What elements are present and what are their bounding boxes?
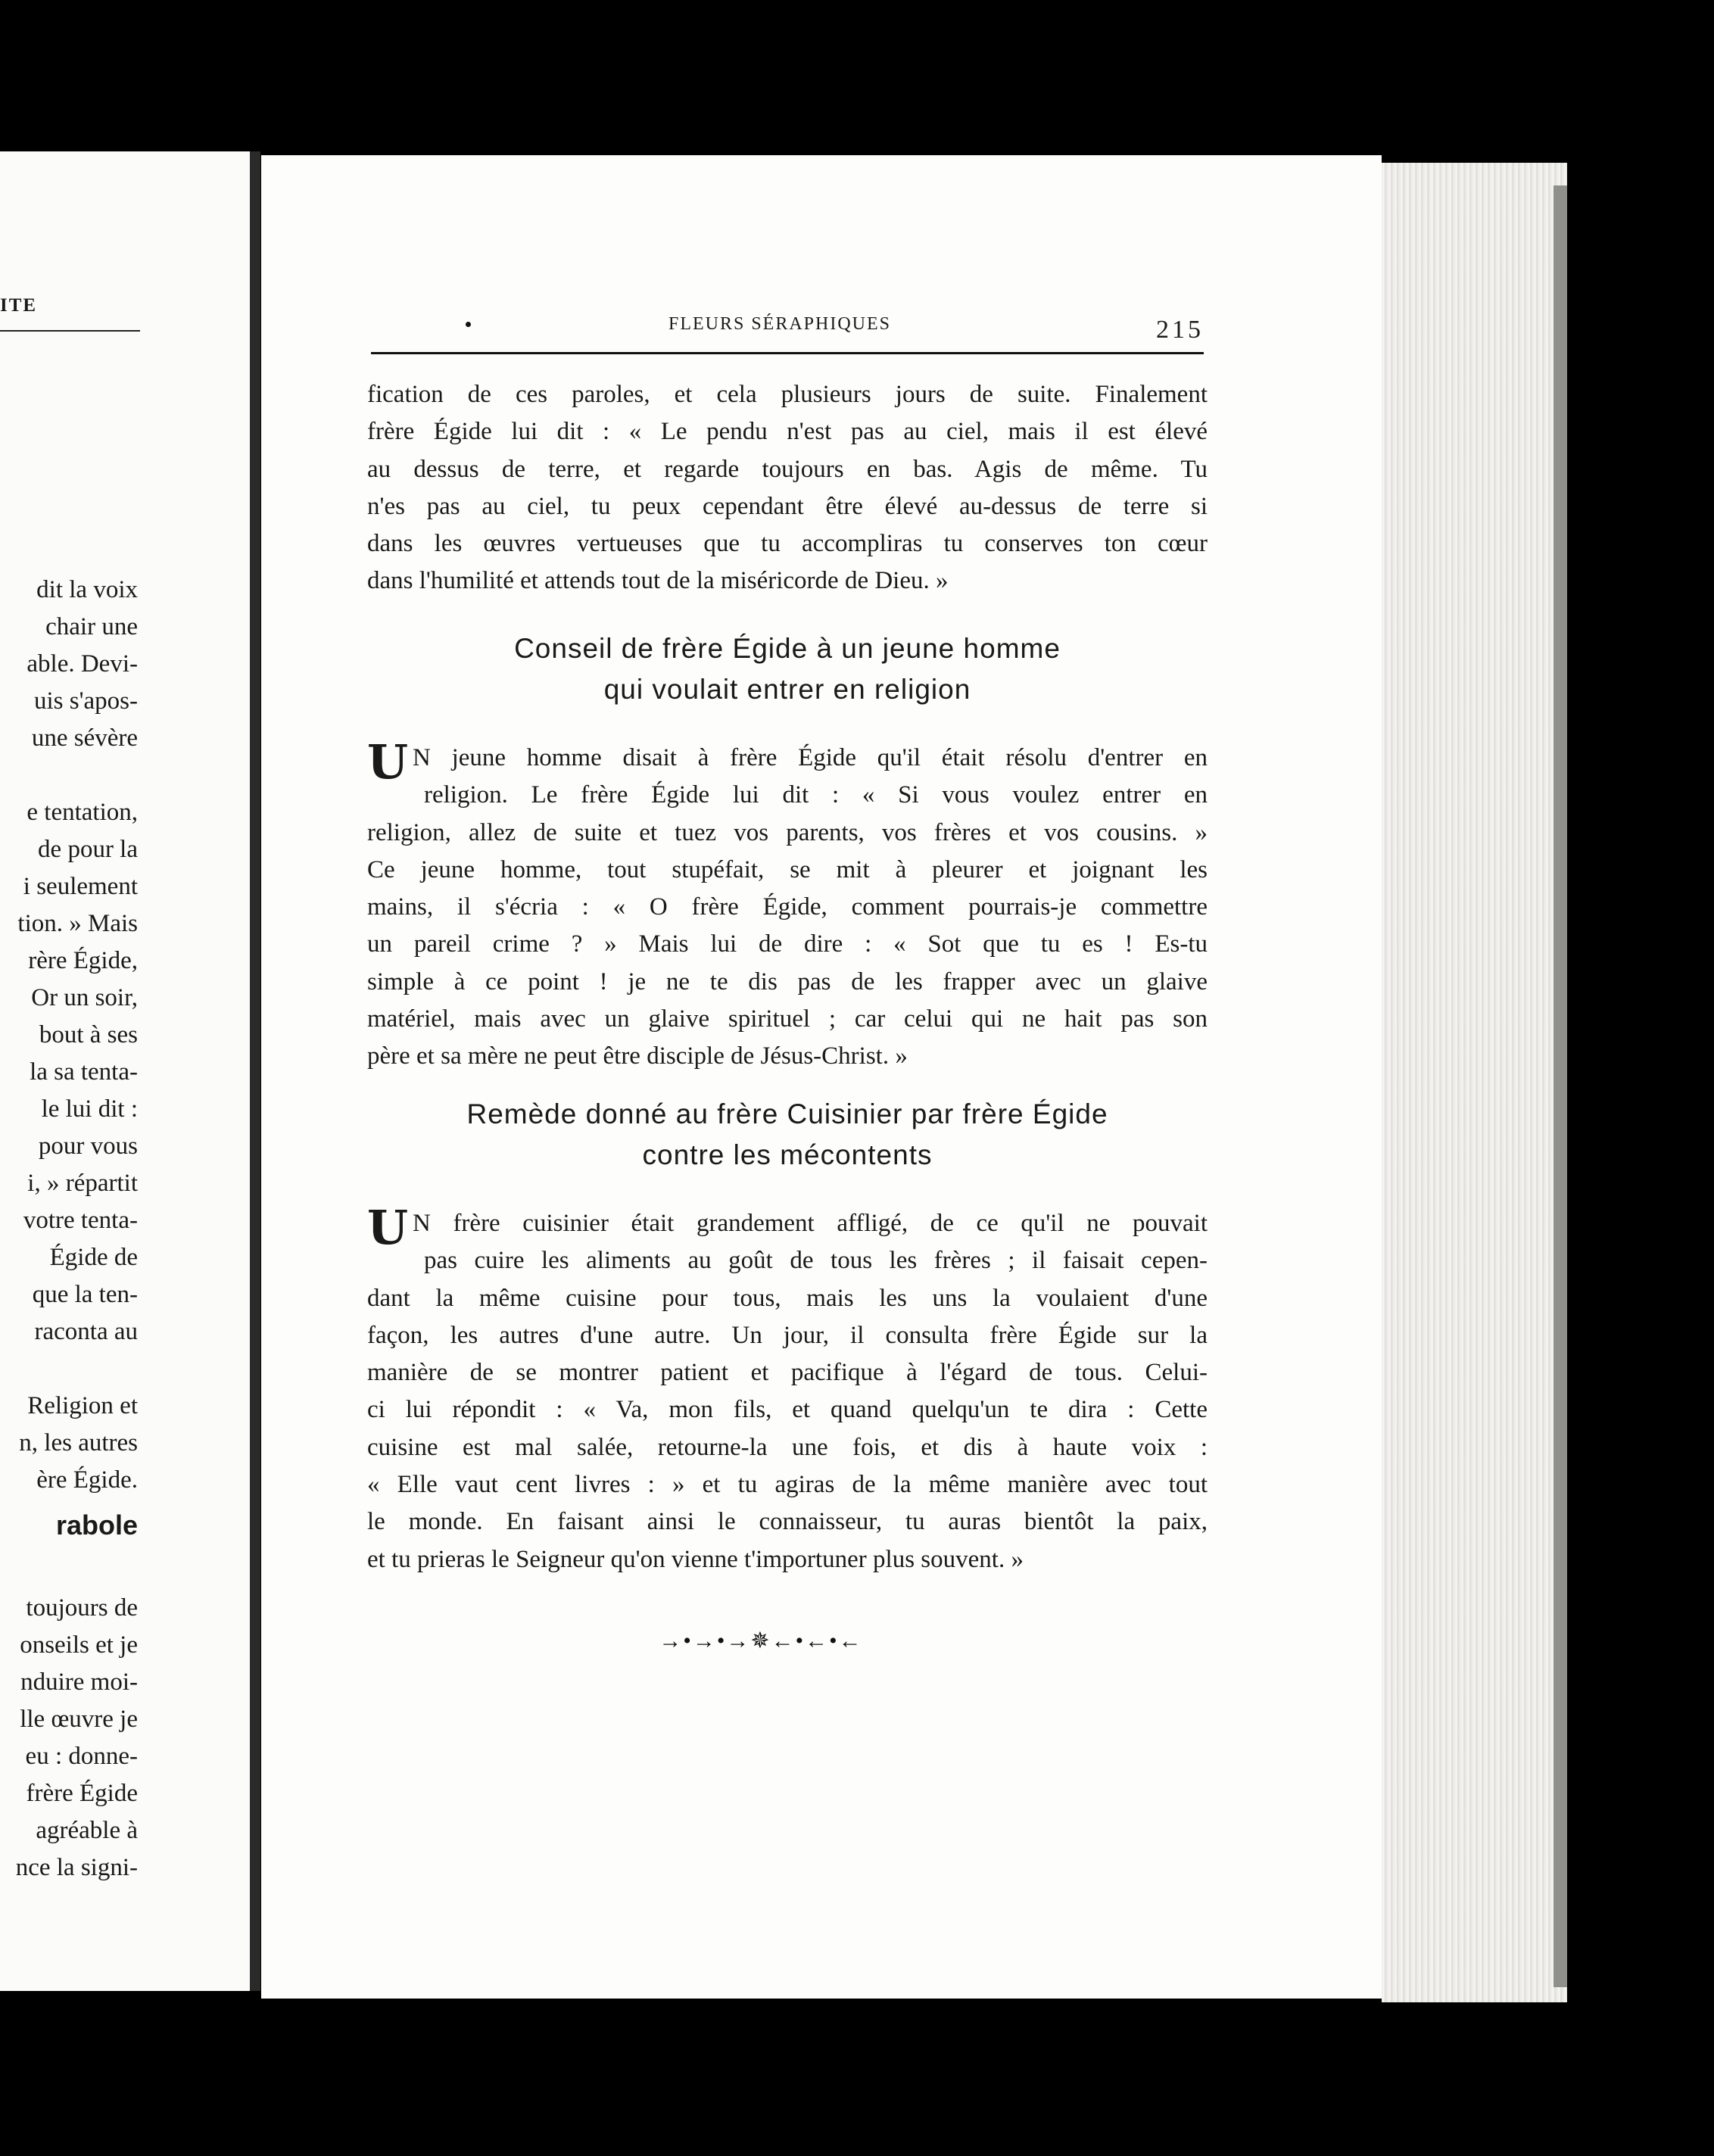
left-text-line: bout à ses [39, 1021, 138, 1048]
left-text-line: Or un soir, [31, 984, 138, 1011]
left-text-line: agréable à [36, 1817, 138, 1844]
text-line: n'es pas au ciel, tu peux cependant être élevé au-dessus de terre si [367, 492, 1208, 520]
text-line: Ce jeune homme, tout stupéfait, se mit à pleurer et joignant les [367, 855, 1208, 883]
left-text-line: n, les autres [19, 1429, 138, 1457]
left-text-line: uis s'apos- [33, 687, 138, 715]
left-text-line: le lui dit : [41, 1095, 138, 1123]
text-line: père et sa mère ne peut être disciple de Jésus-Christ. » [367, 1042, 908, 1070]
dropcap-initial: U [367, 734, 409, 790]
text-line: matériel, mais avec un glaive spirituel ; car celui qui ne hait pas son [367, 1005, 1208, 1033]
left-heading-fragment: rabole [55, 1510, 138, 1541]
left-text-line: votre tenta- [23, 1207, 138, 1234]
text-line: « Elle vaut cent livres : » et tu agiras de la même manière avec tout [367, 1471, 1208, 1499]
text-line: au dessus de terre, et regarde toujours en bas. Agis de même. Tu [367, 455, 1208, 483]
text-line: le monde. En faisant ainsi le connaisseur, tu auras bientôt la paix, [367, 1508, 1208, 1536]
left-text-line: ère Égide. [36, 1466, 138, 1494]
left-text-line: Religion et [27, 1392, 138, 1419]
text-line: un pareil crime ? » Mais lui de dire : « Sot que tu es ! Es-tu [367, 930, 1208, 958]
left-text-line: i seulement [23, 873, 138, 900]
left-text-line: e tentation, [26, 799, 138, 826]
text-line: cuisine est mal salée, retourne-la une fois, et dis à haute voix : [367, 1433, 1208, 1461]
section-2-paragraph [367, 1200, 1208, 1578]
left-text-line: pour vous [38, 1133, 138, 1160]
left-text-line: raconta au [34, 1318, 138, 1345]
text-line: pas cuire les aliments au goût de tous les frères ; il faisait cepen- [424, 1247, 1208, 1275]
left-text-line: lle œuvre je [20, 1706, 138, 1733]
text-line: façon, les autres d'une autre. Un jour, il consulta frère Égide sur la [367, 1321, 1208, 1349]
left-text-line: rère Égide, [28, 947, 138, 974]
left-text-line: Égide de [49, 1244, 138, 1271]
text-line: dant la même cuisine pour tous, mais les uns la voulaient d'une [367, 1284, 1208, 1312]
text-line: ci lui répondit : « Va, mon fils, et quand quelqu'un te dira : Cette [367, 1396, 1208, 1424]
left-page-text [0, 572, 138, 1886]
text-line: N frère cuisinier était grandement affligé, de ce qu'il ne pouvait [413, 1210, 1208, 1237]
left-text-line: i, » répartit [27, 1170, 138, 1197]
left-text-line: une sévère [31, 724, 138, 752]
text-line: frère Égide lui dit : « Le pendu n'est pas au ciel, mais il est élevé [367, 418, 1208, 446]
left-running-head: ITE [0, 295, 140, 332]
left-text-line: que la ten- [32, 1281, 138, 1308]
left-text-line: onseils et je [20, 1631, 138, 1659]
left-text-line: nce la signi- [15, 1854, 138, 1881]
text-line: religion, allez de suite et tuez vos parents, vos frères et vos cousins. » [367, 818, 1208, 846]
left-text-line: able. Devi- [26, 650, 138, 678]
section-heading-2 [367, 1094, 1208, 1176]
left-text-line: frère Égide [26, 1780, 138, 1807]
section-heading-2-line-1: Remède donné au frère Cuisinier par frère Égide [466, 1098, 1108, 1129]
left-text-line: eu : donne- [25, 1743, 138, 1770]
left-text-line: nduire moi- [20, 1668, 138, 1696]
text-line: fication de ces paroles, et cela plusieurs jours de suite. Finalement [367, 381, 1208, 408]
section-heading-1-line-2: qui voulait entrer en religion [603, 674, 971, 705]
section-heading-1 [367, 628, 1208, 710]
left-text-line: dit la voix [36, 576, 138, 603]
left-page [0, 151, 260, 1991]
text-line: N jeune homme disait à frère Égide qu'il était résolu d'entrer en [413, 744, 1208, 771]
dropcap-initial: U [367, 1200, 409, 1255]
section-heading-2-line-2: contre les mécontents [642, 1139, 933, 1170]
left-text-line [0, 757, 138, 794]
text-line: simple à ce point ! je ne te dis pas de les frapper avec un glaive [367, 967, 1208, 995]
intro-paragraph [367, 376, 1208, 600]
left-text-line: tion. » Mais [17, 910, 138, 937]
left-text-line: toujours de [26, 1594, 138, 1622]
text-line: manière de se montrer patient et pacifique à l'égard de tous. Celui- [367, 1359, 1208, 1387]
running-title: FLEURS SÉRAPHIQUES [668, 314, 892, 334]
left-text-line: chair une [45, 613, 138, 640]
running-head [371, 307, 1204, 354]
text-line: dans les œuvres vertueuses que tu accompliras tu conserves ton cœur [367, 530, 1208, 558]
tailpiece-ornament: →•→•→✵←•←•← [659, 1628, 863, 1653]
page-number: 215 [1156, 316, 1204, 344]
section-heading-1-line-1: Conseil de frère Égide à un jeune homme [514, 633, 1061, 664]
text-line: religion. Le frère Égide lui dit : « Si vous voulez entrer en [424, 781, 1208, 809]
text-line: mains, il s'écria : « O frère Égide, comment pourrais-je commettre [367, 893, 1208, 921]
left-text-line: la sa tenta- [30, 1058, 138, 1086]
section-1-paragraph [367, 734, 1208, 1076]
printer-dot [466, 322, 471, 327]
text-line: dans l'humilité et attends tout de la miséricorde de Dieu. » [367, 567, 949, 595]
left-text-line [0, 1351, 138, 1388]
book-page-edges [1382, 163, 1567, 2002]
left-text-line: de pour la [38, 836, 138, 863]
text-line: et tu prieras le Seigneur qu'on vienne t'importuner plus souvent. » [367, 1545, 1024, 1573]
